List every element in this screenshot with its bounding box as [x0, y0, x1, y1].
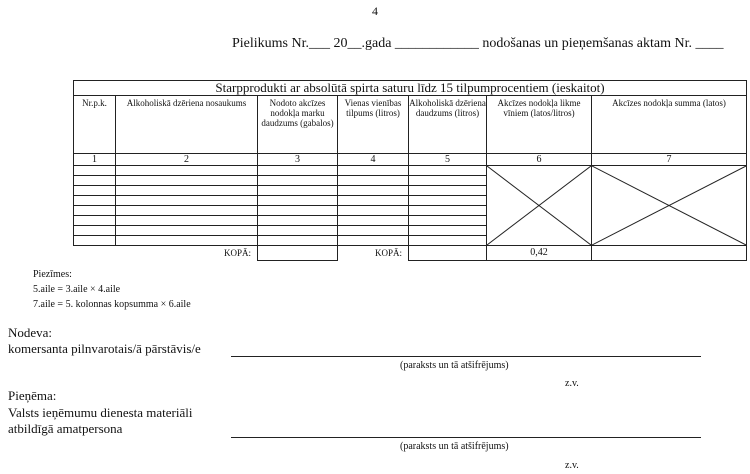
empty-cell[interactable] [116, 226, 258, 236]
empty-cell[interactable] [74, 186, 116, 196]
stamp-place: z.v. [565, 460, 579, 471]
empty-cell[interactable] [258, 216, 338, 226]
total-quantity-cell[interactable] [409, 246, 487, 261]
col-number: 5 [409, 154, 487, 166]
handed-over-role: komersanta pilnvarotais/ā pārstāvis/e [8, 341, 201, 356]
empty-cell[interactable] [338, 226, 409, 236]
empty-cell[interactable] [409, 186, 487, 196]
rate-value: 0,42 [487, 246, 592, 261]
received-label: Pieņēma: [8, 388, 57, 403]
note-line: 5.aile = 3.aile × 4.aile [33, 284, 121, 295]
empty-cell[interactable] [258, 166, 338, 176]
empty-cell[interactable] [409, 196, 487, 206]
table-title: Starpprodukti ar absolūtā spirta saturu līdz 15 tilpumprocentiem (ieskaitot) [74, 81, 747, 96]
col-number: 4 [338, 154, 409, 166]
notes-title: Piezīmes: [33, 269, 72, 280]
col-number: 1 [74, 154, 116, 166]
empty-cell[interactable] [338, 166, 409, 176]
header-stamps: Nodoto akcīzes nodokļa marku daudzums (gabalos) [258, 96, 338, 154]
empty-cell[interactable] [409, 206, 487, 216]
crossed-out-cell [487, 166, 592, 246]
col-number: 2 [116, 154, 258, 166]
empty-cell[interactable] [116, 196, 258, 206]
received-role-line2: atbildīgā amatpersona [8, 421, 123, 436]
empty-cell[interactable] [74, 236, 116, 246]
empty-cell[interactable] [338, 216, 409, 226]
header-name: Alkoholiskā dzēriena nosaukums [116, 96, 258, 154]
table-row [74, 166, 747, 176]
signature-hint: (paraksts un tā atšifrējums) [400, 360, 509, 371]
col-number: 6 [487, 154, 592, 166]
total-stamps-cell[interactable] [258, 246, 338, 261]
header-nr: Nr.p.k. [74, 96, 116, 154]
empty-cell[interactable] [258, 236, 338, 246]
empty-cell[interactable] [338, 186, 409, 196]
header-unit-volume: Vienas vienības tilpums (litros) [338, 96, 409, 154]
blank-cell [74, 246, 116, 261]
empty-cell[interactable] [116, 236, 258, 246]
header-rate: Akcīzes nodokļa likme vīniem (latos/litros) [487, 96, 592, 154]
empty-cell[interactable] [409, 226, 487, 236]
cross-mark-icon [487, 166, 591, 245]
crossed-out-cell [592, 166, 747, 246]
empty-cell[interactable] [409, 176, 487, 186]
header-sum: Akcīzes nodokļa summa (latos) [592, 96, 747, 154]
cross-mark-icon [592, 166, 746, 245]
empty-cell[interactable] [409, 216, 487, 226]
appendix-line: Pielikums Nr.___ 20__.gada ____________ nodošanas un pieņemšanas aktam Nr. ____ [232, 36, 724, 51]
empty-cell[interactable] [116, 176, 258, 186]
empty-cell[interactable] [409, 236, 487, 246]
signature-line[interactable] [231, 437, 701, 438]
signature-hint: (paraksts un tā atšifrējums) [400, 441, 509, 452]
signature-line[interactable] [231, 356, 701, 357]
empty-cell[interactable] [74, 226, 116, 236]
total-row [74, 246, 747, 261]
empty-cell[interactable] [258, 196, 338, 206]
total-label: KOPĀ: [116, 246, 258, 261]
empty-cell[interactable] [409, 166, 487, 176]
col-number: 7 [592, 154, 747, 166]
page-number: 4 [372, 4, 378, 18]
notes [33, 267, 191, 312]
empty-cell[interactable] [258, 206, 338, 216]
empty-cell[interactable] [74, 166, 116, 176]
stamp-place: z.v. [565, 378, 579, 389]
empty-cell[interactable] [74, 196, 116, 206]
note-line: 7.aile = 5. kolonnas kopsumma × 6.aile [33, 299, 191, 310]
total-sum-cell[interactable] [592, 246, 747, 261]
empty-cell[interactable] [74, 216, 116, 226]
empty-cell[interactable] [116, 206, 258, 216]
empty-cell[interactable] [258, 176, 338, 186]
empty-cell[interactable] [116, 216, 258, 226]
empty-cell[interactable] [116, 166, 258, 176]
empty-cell[interactable] [74, 176, 116, 186]
handed-over-label: Nodeva: [8, 325, 53, 340]
empty-cell[interactable] [258, 186, 338, 196]
total-label: KOPĀ: [338, 246, 409, 261]
empty-cell[interactable] [258, 226, 338, 236]
header-quantity: Alkoholiskā dzēriena daudzums (litros) [409, 96, 487, 154]
empty-cell[interactable] [338, 206, 409, 216]
empty-cell[interactable] [116, 186, 258, 196]
empty-cell[interactable] [74, 206, 116, 216]
col-number: 3 [258, 154, 338, 166]
empty-cell[interactable] [338, 176, 409, 186]
empty-cell[interactable] [338, 236, 409, 246]
empty-cell[interactable] [338, 196, 409, 206]
received-role-line1: Valsts ieņēmumu dienesta materiāli [8, 405, 193, 420]
excise-table [73, 80, 747, 261]
